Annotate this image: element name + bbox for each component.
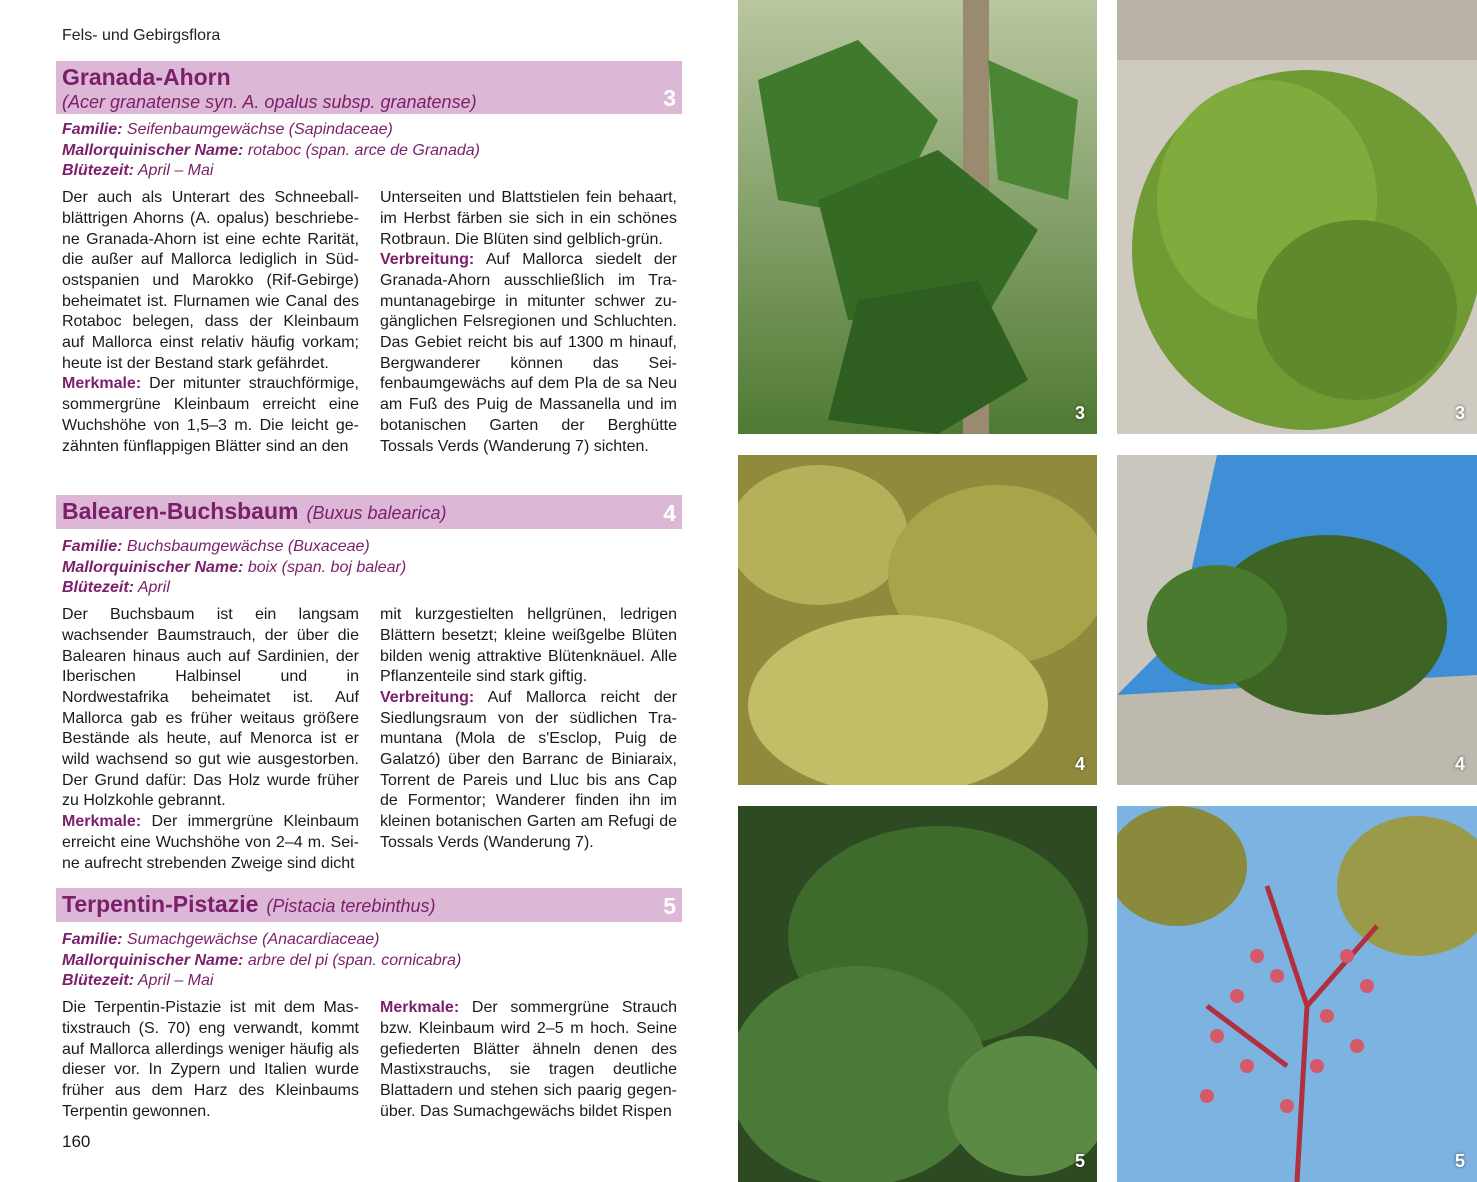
- body-text: Der immergrüne Kleinbaum erreicht eine Wuchshöhe von 2–4 m. Seine aufrecht strebenden Zweige sind dicht: [62, 813, 359, 872]
- species-name: Granada-Ahorn: [62, 64, 231, 90]
- bluetezeit-value: April – Mai: [137, 162, 214, 180]
- merkmale-label: Merkmale:: [62, 813, 142, 831]
- species-entry-balearen-buchsbaum: [56, 495, 682, 874]
- bluetezeit-value: April – Mai: [137, 972, 214, 990]
- photo-label: 5: [1454, 1151, 1465, 1171]
- species-title-bar: [56, 495, 682, 529]
- photo-maple-leaves: [738, 0, 1097, 434]
- mallorquinischer-name-label: Mallorquinischer Name:: [62, 558, 244, 576]
- body-text: Der mitunter strauchförmige, sommergrüne Kleinbaum erreicht eine Wuchshöhe von 1,5–3 m. Die leicht gezähnten fünflappigen Blätter sind an den: [62, 375, 359, 455]
- familie-value: Sumachgewächse (Anacardiaceae): [126, 931, 380, 948]
- species-meta: [62, 537, 682, 599]
- species-number: 3: [663, 85, 676, 111]
- species-latin-name: (Buxus balearica): [306, 503, 447, 523]
- mallorquinischer-name-value: arbre del pi (span. cornicabra): [247, 951, 462, 969]
- mallorquinischer-name-value: boix (span. boj balear): [247, 558, 407, 576]
- text-column-left: [62, 188, 359, 457]
- text-column-left: [62, 998, 359, 1122]
- merkmale-label: Merkmale:: [62, 375, 142, 393]
- bluetezeit-label: Blütezeit:: [62, 162, 134, 180]
- body-text: Auf Mallorca reicht der Siedlungsraum von der südlichen Tramuntana (Mola de s'Esclop, Puig de Galatzó) über den Barranc de Biniaraix, Torrent de Pareis und Lluc bis ans Cap de Formentor; Wanderer finden ihn im kleinen botanischen Garten am Refugi de Tossals Verds (Wanderung 7).: [380, 688, 678, 851]
- photo-label: 3: [1074, 403, 1085, 423]
- photo-pistacia-leaves: [738, 806, 1097, 1182]
- body-text: Auf Mallorca siedelt der Granada-Ahorn ausschließlich im Tramuntanagebirge in mitunter schwer zugänglichen Felsregionen und Schluchten. Das Gebiet reicht bis auf 1300 m hinauf, Bergwanderer können das Seifenbaumgewächs auf dem Pla de sa Neu am Fuß des Puig de Massanella und im botanischen Garten der Berghütte Tossals Verds (Wanderung 7) sichten.: [380, 251, 678, 455]
- text-column-left: [62, 605, 359, 874]
- species-latin-name: (Acer granatense syn. A. opalus subsp. granatense): [62, 92, 477, 112]
- species-name: Terpentin-Pistazie: [62, 891, 259, 917]
- species-latin-name: (Pistacia terebinthus): [266, 896, 436, 916]
- bluetezeit-label: Blütezeit:: [62, 972, 134, 990]
- mallorquinischer-name-label: Mallorquinischer Name:: [62, 141, 244, 159]
- familie-label: Familie:: [62, 121, 123, 138]
- photo-label: 4: [1454, 754, 1465, 774]
- species-number: 5: [663, 893, 676, 919]
- body-text: Die Terpentin-Pistazie ist mit dem Mastixstrauch (S. 70) eng verwandt, kommt auf Mallorca allerdings weniger häufig als dieser vor. In Zypern und Italien wurde früher aus dem Harz des Kleinbaums Terpentin gewonnen.: [62, 999, 359, 1120]
- running-head: Fels- und Gebirgsflora: [62, 27, 221, 44]
- photo-boxwood-on-cliff: [1117, 455, 1477, 785]
- species-title-bar: [56, 888, 682, 922]
- bluetezeit-value: April: [137, 579, 170, 597]
- photo-pistacia-red-fruits: [1117, 806, 1477, 1182]
- species-title-bar: [56, 61, 682, 114]
- species-text-columns: [62, 605, 682, 874]
- species-name: Balearen-Buchsbaum: [62, 498, 299, 524]
- body-text: Der Buchsbaum ist ein langsam wachsender Baumstrauch, der über die Balearen hinaus auch auf Sardinien, der Iberischen Halbinsel und in Nordwestafrika beheimatet ist. Auf Mallorca gab es früher weitaus größere Bestände als heute, auf Menorca ist er wild wachsend so gut wie ausgestorben. Der Grund dafür: Das Holz wurde früher zu Holzkohle gebrannt.: [62, 606, 359, 810]
- species-text-columns: [62, 998, 682, 1122]
- mallorquinischer-name-value: rotaboc (span. arce de Granada): [247, 141, 480, 159]
- photo-maple-shrub-on-rocks: [1117, 0, 1477, 434]
- page-number: 160: [62, 1132, 91, 1151]
- verbreitung-label: Verbreitung:: [380, 251, 475, 269]
- species-number: 4: [663, 500, 676, 526]
- familie-value: Buchsbaumgewächse (Buxaceae): [126, 538, 370, 555]
- bluetezeit-label: Blütezeit:: [62, 579, 134, 597]
- body-text: Der auch als Unterart des Schneeballblättrigen Ahorns (A. opalus) beschriebene Granada-Ahorn ist eine echte Rarität, die außer auf Mallorca lediglich in Südostspanien und Marokko (Rif-Gebirge) beheimatet ist. Flurnamen wie Canal des Rotaboc belegen, dass der Kleinbaum auf Mallorca einst relativ häufig vorkam; heute ist der Bestand stark gefährdet.: [62, 189, 359, 372]
- text-column-right: [380, 188, 677, 457]
- familie-value: Seifenbaumgewächse (Sapindaceae): [126, 121, 393, 138]
- body-text: Der sommergrüne Strauch bzw. Kleinbaum wird 2–5 m hoch. Seine gefiederten Blätter ähneln denen des Mastixstrauchs, sie tragen deutliche Blattadern und stehen sich paarig gegenüber. Das Sumachgewächs bildet Rispen: [380, 999, 678, 1120]
- photo-label: 4: [1074, 754, 1085, 774]
- photo-label: 5: [1074, 1151, 1085, 1171]
- photo-label: 3: [1454, 403, 1465, 423]
- species-text-columns: [62, 188, 682, 457]
- photo-boxwood-foliage: [738, 455, 1097, 785]
- body-text: mit kurzgestielten hellgrünen, ledrigen Blättern besetzt; kleine weißgelbe Blüten bilden wenig attraktive Blütenknäuel. Alle Pflanzenteile sind stark giftig.: [380, 606, 677, 686]
- species-entry-granada-ahorn: [56, 61, 682, 457]
- familie-label: Familie:: [62, 538, 123, 555]
- text-column-right: [380, 605, 677, 874]
- body-text: Unterseiten und Blattstielen fein behaart, im Herbst färben sie sich in ein schönes Rotbraun. Die Blüten sind gelblich-grün.: [380, 189, 677, 248]
- text-column-right: [380, 998, 677, 1122]
- verbreitung-label: Verbreitung:: [380, 688, 475, 706]
- familie-label: Familie:: [62, 931, 123, 948]
- species-entry-terpentin-pistazie: [56, 888, 682, 1122]
- merkmale-label: Merkmale:: [380, 999, 460, 1017]
- species-meta: [62, 120, 682, 182]
- mallorquinischer-name-label: Mallorquinischer Name:: [62, 951, 244, 969]
- species-meta: [62, 930, 682, 992]
